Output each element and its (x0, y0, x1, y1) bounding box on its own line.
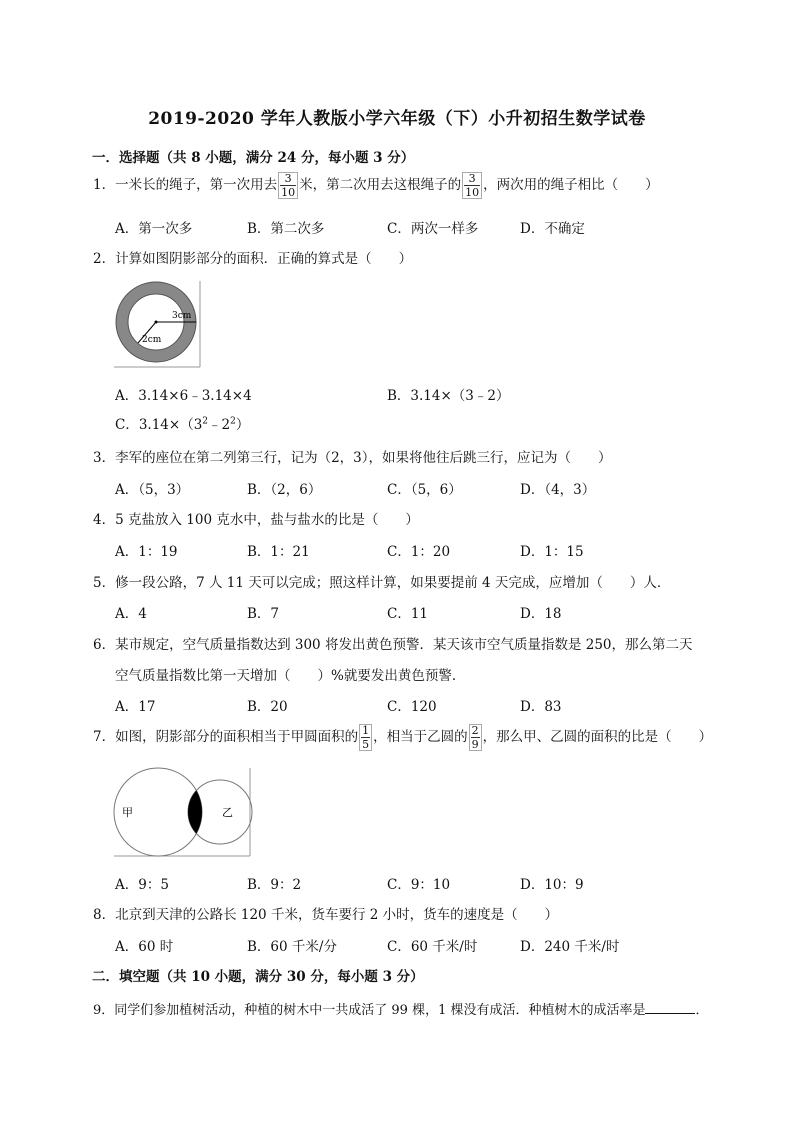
q6-option-d[interactable]: D．83 (520, 699, 562, 715)
q1-text-pre: 1．一米长的绳子，第一次用去 (93, 177, 278, 193)
question-3: 3．李军的座位在第二列第三行，记为（2，3），如果将他往后跳三行，应记为（ ） (93, 450, 612, 466)
question-5: 5．修一段公路，7 人 11 天可以完成；照这样计算，如果要提前 4 天完成，应增加（ ）人． (93, 575, 671, 591)
section-choice-heading: 一．选择题（共 8 小题，满分 24 分，每小题 3 分） (92, 150, 415, 166)
q7-fraction-1: $\frac{1}{5}$ (359, 724, 372, 751)
q1-text-post: ，两次用的绳子相比（ ） (483, 177, 659, 193)
q7-option-c[interactable]: C．9：10 (387, 877, 451, 893)
q1-option-b[interactable]: B．第二次多 (247, 221, 325, 237)
q9-text-post: ． (695, 1003, 709, 1018)
q2-label-outer: 3cm (172, 311, 192, 321)
q2-option-c[interactable]: C．$3.14\times(3^2﹣2^2)$ (115, 416, 250, 433)
question-9 (93, 999, 709, 1018)
q3-option-c[interactable]: C．（5，6） (387, 482, 462, 498)
q3-option-b[interactable]: B．（2，6） (247, 482, 322, 498)
question-4: 4．5 克盐放入 100 克水中，盐与盐水的比是（ ） (93, 512, 419, 528)
q2-label-inner: 2cm (142, 335, 162, 345)
q8-option-a[interactable]: A．60 时 (115, 939, 174, 955)
q6-option-a[interactable]: A．17 (115, 699, 156, 715)
q7-fraction-2: $\frac{2}{9}$ (469, 724, 482, 751)
q8-option-c[interactable]: C．60 千米/时 (387, 939, 478, 955)
q7-circles-figure (112, 766, 254, 860)
q1-option-c[interactable]: C．两次一样多 (387, 221, 479, 237)
q2-option-a[interactable]: A．3.14×6﹣3.14×4 (115, 388, 252, 404)
q8-option-b[interactable]: B．60 千米/分 (247, 939, 337, 955)
q3-option-a[interactable]: A．（5，3） (115, 482, 190, 498)
q5-option-c[interactable]: C．11 (387, 606, 429, 622)
q7-text-pre: 7．如图，阴影部分的面积相当于甲圆面积的 (93, 729, 359, 745)
q2-ring-figure (112, 279, 204, 369)
question-8: 8．北京到天津的公路长 120 千米，货车要行 2 小时，货车的速度是（ ） (93, 907, 559, 923)
q3-option-d[interactable]: D．（4，3） (520, 482, 596, 498)
question-6-line2: 空气质量指数比第一天增加（ ）%就要发出黄色预警． (115, 668, 466, 684)
q5-option-b[interactable]: B．7 (247, 606, 280, 622)
section-fill-heading: 二．填空题（共 10 小题，满分 30 分，每小题 3 分） (92, 969, 424, 985)
q4-option-d[interactable]: D．1：15 (520, 544, 584, 560)
q9-answer-blank[interactable] (645, 1001, 695, 1014)
q6-option-b[interactable]: B．20 (247, 699, 288, 715)
q5-option-a[interactable]: A．4 (115, 606, 147, 622)
q7-option-d[interactable]: D．10：9 (520, 877, 584, 893)
q4-option-b[interactable]: B．1：21 (247, 544, 310, 560)
q7-option-a[interactable]: A．9：5 (115, 877, 169, 893)
q6-option-c[interactable]: C．120 (387, 699, 437, 715)
q9-text: 9．同学们参加植树活动，种植的树木中一共成活了 99 棵，1 棵没有成活．种植树木的成活率是 (93, 1003, 646, 1018)
q5-option-d[interactable]: D．18 (520, 606, 562, 622)
q1-option-a[interactable]: A．第一次多 (115, 221, 193, 237)
q1-fraction-2: $\frac{3}{10}$ (462, 172, 482, 199)
question-1 (93, 172, 659, 199)
question-2: 2．计算如图阴影部分的面积．正确的算式是（ ） (93, 251, 413, 267)
page-title: 2019-2020 学年人教版小学六年级（下）小升初招生数学试卷 (148, 109, 646, 129)
q2-option-b[interactable]: B．3.14×（3﹣2） (387, 388, 510, 404)
question-7 (93, 724, 712, 751)
q8-option-d[interactable]: D．240 千米/时 (520, 939, 620, 955)
q1-text-mid: 米，第二次用去这根绳子的 (299, 177, 462, 193)
q1-option-d[interactable]: D．不确定 (520, 221, 585, 237)
q7-option-b[interactable]: B．9：2 (247, 877, 302, 893)
q4-option-a[interactable]: A．1：19 (115, 544, 178, 560)
q7-label-yi: 乙 (222, 806, 233, 819)
q4-option-c[interactable]: C．1：20 (387, 544, 451, 560)
q7-text-mid: ，相当于乙圆的 (373, 729, 468, 745)
q7-text-post: ，那么甲、乙圆的面积的比是（ ） (482, 729, 713, 745)
question-6-line1: 6．某市规定，空气质量指数达到 300 将发出黄色预警．某天该市空气质量指数是 250，那么第二天 (93, 637, 693, 653)
q7-label-jia: 甲 (122, 806, 133, 819)
q1-fraction-1: $\frac{3}{10}$ (278, 172, 298, 199)
